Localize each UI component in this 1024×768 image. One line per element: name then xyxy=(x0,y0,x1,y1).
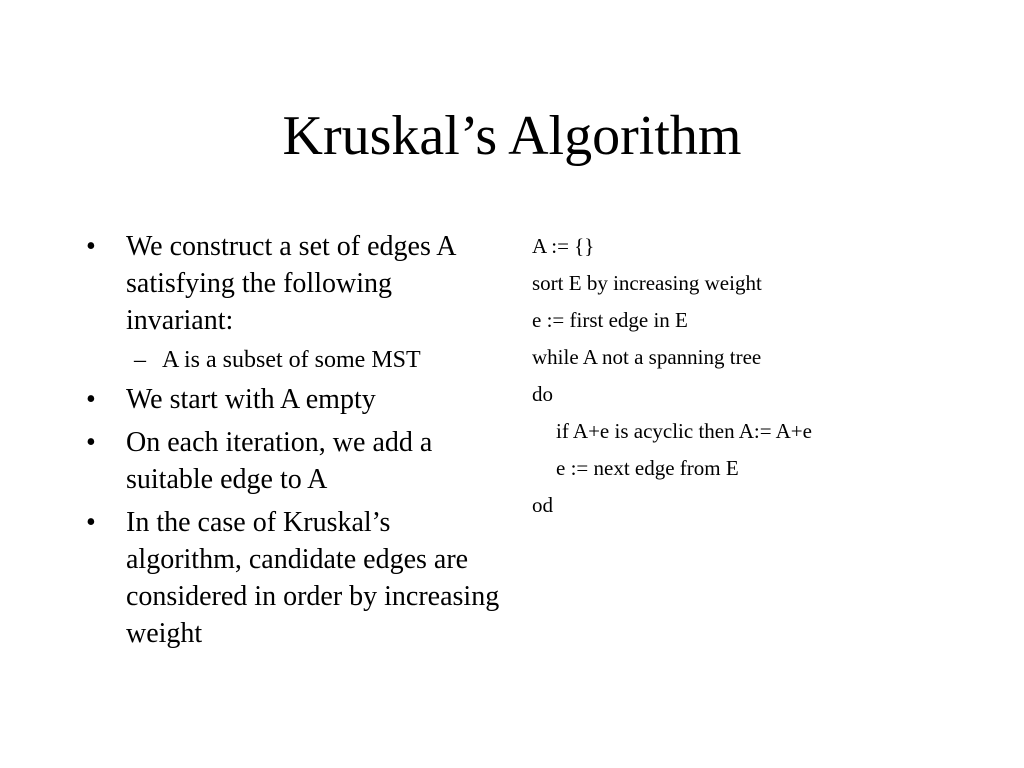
pseudocode-block xyxy=(532,228,992,524)
bullet-item xyxy=(86,228,506,375)
code-line: while A not a spanning tree xyxy=(532,345,762,369)
code-line: do xyxy=(532,382,553,406)
bullet-marker: • xyxy=(86,384,96,415)
slide-title: Kruskal’s Algorithm xyxy=(282,105,742,167)
bullet-text: On each iteration, we add a suitable edge to A xyxy=(126,427,433,495)
sub-bullet-text: A is a subset of some MST xyxy=(162,347,421,373)
code-line-indented: e := next edge from E xyxy=(556,456,739,480)
bullet-text: We start with A empty xyxy=(126,384,376,415)
bullet-marker: • xyxy=(86,427,96,458)
sub-bullet-marker: – xyxy=(134,347,146,373)
bullet-item xyxy=(86,381,506,418)
sub-bullet-item xyxy=(116,345,506,375)
code-line: e := first edge in E xyxy=(532,308,688,332)
code-line: A := {} xyxy=(532,234,595,258)
code-line-indented: if A+e is acyclic then A:= A+e xyxy=(556,419,812,443)
bullet-marker: • xyxy=(86,231,96,262)
code-line: sort E by increasing weight xyxy=(532,271,762,295)
bullet-text: We construct a set of edges A satisfying the following invariant: xyxy=(126,231,455,336)
bullet-list xyxy=(86,228,506,658)
sub-bullet-list xyxy=(126,345,506,375)
bullet-item xyxy=(86,504,506,652)
bullet-marker: • xyxy=(86,507,96,538)
bullet-item xyxy=(86,424,506,498)
bullet-text: In the case of Kruskal’s algorithm, candidate edges are considered in order by increasing weight xyxy=(126,507,500,649)
code-line: od xyxy=(532,493,553,517)
